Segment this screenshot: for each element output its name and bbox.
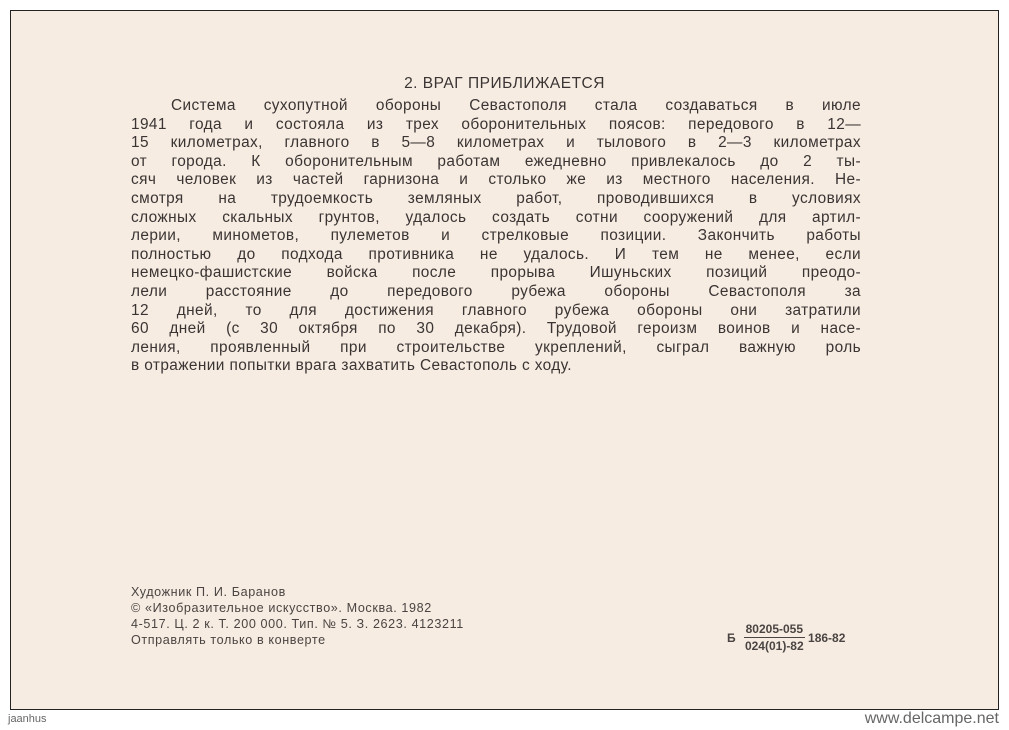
artist-credit: Художник П. И. Баранов: [131, 585, 286, 599]
postcard-back: [10, 10, 999, 710]
body-line: сяч человек из частей гарнизона и столько же из местного населения. Не-: [131, 171, 861, 189]
body-text: [131, 97, 861, 376]
publisher-credit: © «Изобразительное искусство». Москва. 1982: [131, 601, 432, 615]
body-line: ления, проявленный при строительстве укреплений, сыграл важную роль: [131, 338, 861, 356]
watermark-left: jaanhus: [8, 713, 47, 725]
code-denominator: 024(01)-82: [744, 639, 804, 653]
watermark-right: www.delcampe.net: [864, 710, 999, 727]
code-numerator: 80205-055: [745, 622, 804, 636]
body-line: 15 километрах, главного в 5—8 километрах и тылового в 2—3 километрах: [131, 134, 861, 152]
body-line: лели расстояние до передового рубежа обороны Севастополя за: [131, 282, 861, 300]
body-line: 1941 года и состояла из трех оборонительных поясов: передового в 12—: [131, 115, 861, 133]
body-line: лерии, минометов, пулеметов и стрелковые позиции. Закончить работы: [131, 227, 861, 245]
body-line: в отражении попытки врага захватить Севастополь с ходу.: [131, 357, 572, 375]
body-line: сложных скальных грунтов, удалось создать сотни сооружений для артил-: [131, 208, 861, 226]
body-line: от города. К оборонительным работам ежедневно привлекалось до 2 ты-: [131, 152, 861, 170]
body-line: 12 дней, то для достижения главного рубежа обороны они затратили: [131, 301, 861, 319]
imprint: [131, 584, 464, 648]
section-title: 2. ВРАГ ПРИБЛИЖАЕТСЯ: [404, 75, 605, 92]
body-line: немецко-фашистские войска после прорыва Ишуньских позиций преодо-: [131, 264, 861, 282]
body-line: Система сухопутной обороны Севастополя стала создаваться в июле: [171, 97, 861, 114]
code-suffix: 186-82: [808, 630, 846, 645]
catalog-code: [727, 622, 845, 653]
mailing-note: Отправлять только в конверте: [131, 633, 326, 647]
body-line: 60 дней (с 30 октября по 30 декабря). Трудовой героизм воинов и насе-: [131, 320, 861, 338]
print-info: 4-517. Ц. 2 к. Т. 200 000. Тип. № 5. З. 2623. 4123211: [131, 617, 464, 631]
code-prefix: Б: [727, 630, 736, 645]
body-line: смотря на трудоемкость земляных работ, проводившихся в условиях: [131, 189, 861, 207]
body-line: полностью до подхода противника не удалось. И тем не менее, если: [131, 245, 861, 263]
